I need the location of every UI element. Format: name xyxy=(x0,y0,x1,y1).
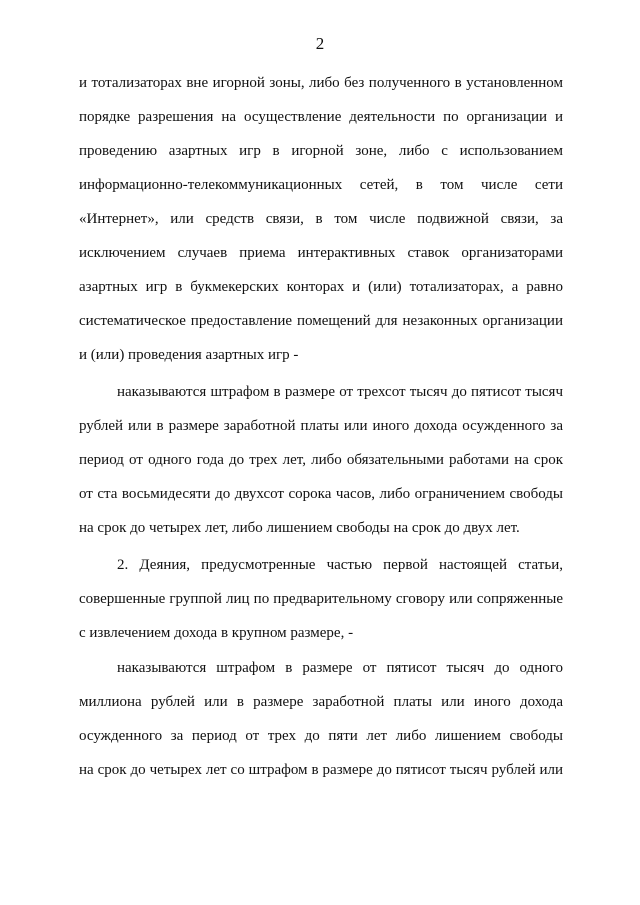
text-line: наказываются штрафом в размере от трехсот тысяч до пятисот тысяч xyxy=(117,384,563,400)
text-line: рублей или в размере заработной платы или иного дохода осужденного за xyxy=(79,418,563,434)
page-number: 2 xyxy=(315,34,325,53)
text-line: миллиона рублей или в размере заработной платы или иного дохода xyxy=(79,694,563,710)
text-line: от ста восьмидесяти до двухсот сорока часов, либо ограничением свободы xyxy=(79,486,563,502)
text-line: на срок до четырех лет со штрафом в размере до пятисот тысяч рублей или xyxy=(79,762,563,778)
text-line: «Интернет», или средств связи, в том числе подвижной связи, за xyxy=(79,211,563,227)
text-line: и тотализаторах вне игорной зоны, либо без полученного в установленном xyxy=(79,75,563,91)
text-line: исключением случаев приема интерактивных ставок организаторами xyxy=(79,245,563,261)
text-line: на срок до четырех лет, либо лишением свободы на срок до двух лет. xyxy=(79,520,520,536)
text-line: осужденного за период от трех до пяти лет либо лишением свободы xyxy=(79,728,563,744)
paragraph-penalty-part-1 xyxy=(79,375,563,545)
text-line: и (или) проведения азартных игр - xyxy=(79,347,299,363)
text-line: совершенные группой лиц по предварительному сговору или сопряженные xyxy=(79,591,563,607)
text-line: проведению азартных игр в игорной зоне, либо с использованием xyxy=(79,143,563,159)
text-line: информационно-телекоммуникационных сетей, в том числе сети xyxy=(79,177,563,193)
text-line: наказываются штрафом в размере от пятисот тысяч до одного xyxy=(117,660,563,676)
text-line: 2. Деяния, предусмотренные частью первой настоящей статьи, xyxy=(117,557,563,573)
text-line: период от одного года до трех лет, либо обязательными работами на срок xyxy=(79,452,563,468)
text-line: с извлечением дохода в крупном размере, - xyxy=(79,625,354,641)
text-line: порядке разрешения на осуществление деятельности по организации и xyxy=(79,109,563,125)
text-line: азартных игр в букмекерских конторах и (или) тотализаторах, а равно xyxy=(79,279,563,295)
text-line: систематическое предоставление помещений для незаконных организации xyxy=(79,313,563,329)
paragraph-continuation xyxy=(79,66,563,372)
paragraph-part-2 xyxy=(79,548,563,650)
paragraph-penalty-part-2 xyxy=(79,651,563,787)
